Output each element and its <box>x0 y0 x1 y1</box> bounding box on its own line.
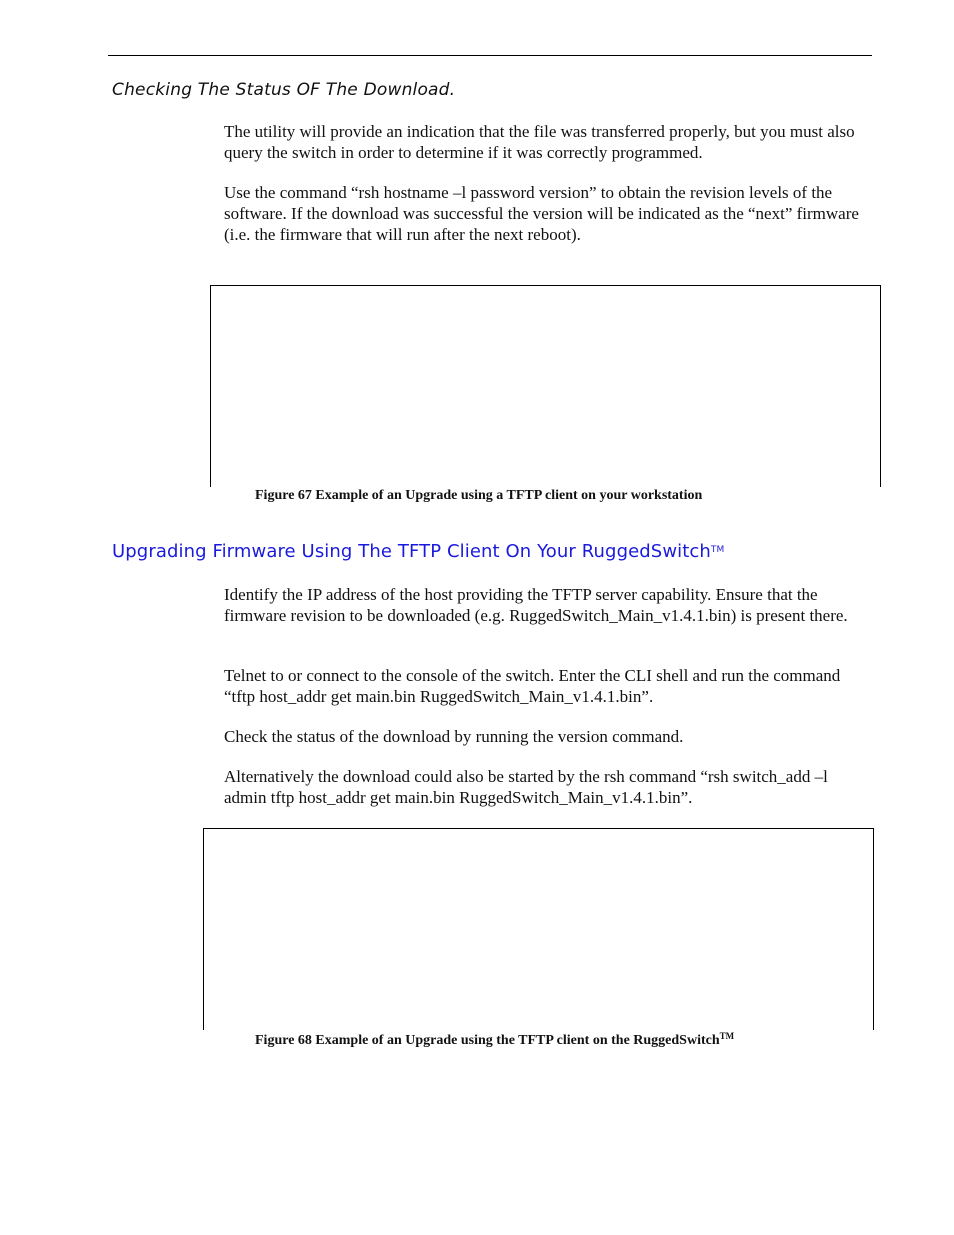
paragraph-utility-indication: The utility will provide an indication that the file was transferred properly, but you must also query the switch in order to determine if it was correctly programmed. <box>224 122 855 162</box>
figure-68-caption <box>255 1031 734 1049</box>
paragraph-rsh-version-command: Use the command “rsh hostname –l password version” to obtain the revision levels of the software. If the download was successful the version will be indicated as the “next” firmware (i.e. the firmware that will run after the next reboot). <box>224 183 859 244</box>
paragraph-identify-ip: Identify the IP address of the host providing the TFTP server capability. Ensure that the firmware revision to be downloaded (e.g. RuggedSwitch_Main_v1.4.1.bin) is present there. <box>224 585 848 625</box>
heading-text: Upgrading Firmware Using The TFTP Client On Your RuggedSwitch <box>112 541 711 562</box>
header-rule <box>108 55 872 56</box>
section-heading-upgrading-firmware <box>112 541 724 562</box>
caption-text: Figure 68 Example of an Upgrade using the TFTP client on the RuggedSwitch <box>255 1033 720 1048</box>
figure-67-frame <box>210 285 881 487</box>
trademark-mark: TM <box>710 545 725 555</box>
paragraph-rsh-alternative: Alternatively the download could also be started by the rsh command “rsh switch_add –l admin tftp host_addr get main.bin RuggedSwitch_Main_v1.4.1.bin”. <box>224 767 828 807</box>
trademark-mark: TM <box>719 1031 735 1041</box>
paragraph-telnet-console: Telnet to or connect to the console of the switch. Enter the CLI shell and run the command “tftp host_addr get main.bin RuggedSwitch_Main_v1.4.1.bin”. <box>224 666 841 706</box>
paragraph-check-status: Check the status of the download by running the version command. <box>224 727 684 746</box>
figure-68-frame <box>203 828 874 1030</box>
figure-67-caption: Figure 67 Example of an Upgrade using a TFTP client on your workstation <box>255 488 703 503</box>
section-heading-checking-status: Checking The Status OF The Download. <box>112 80 456 100</box>
